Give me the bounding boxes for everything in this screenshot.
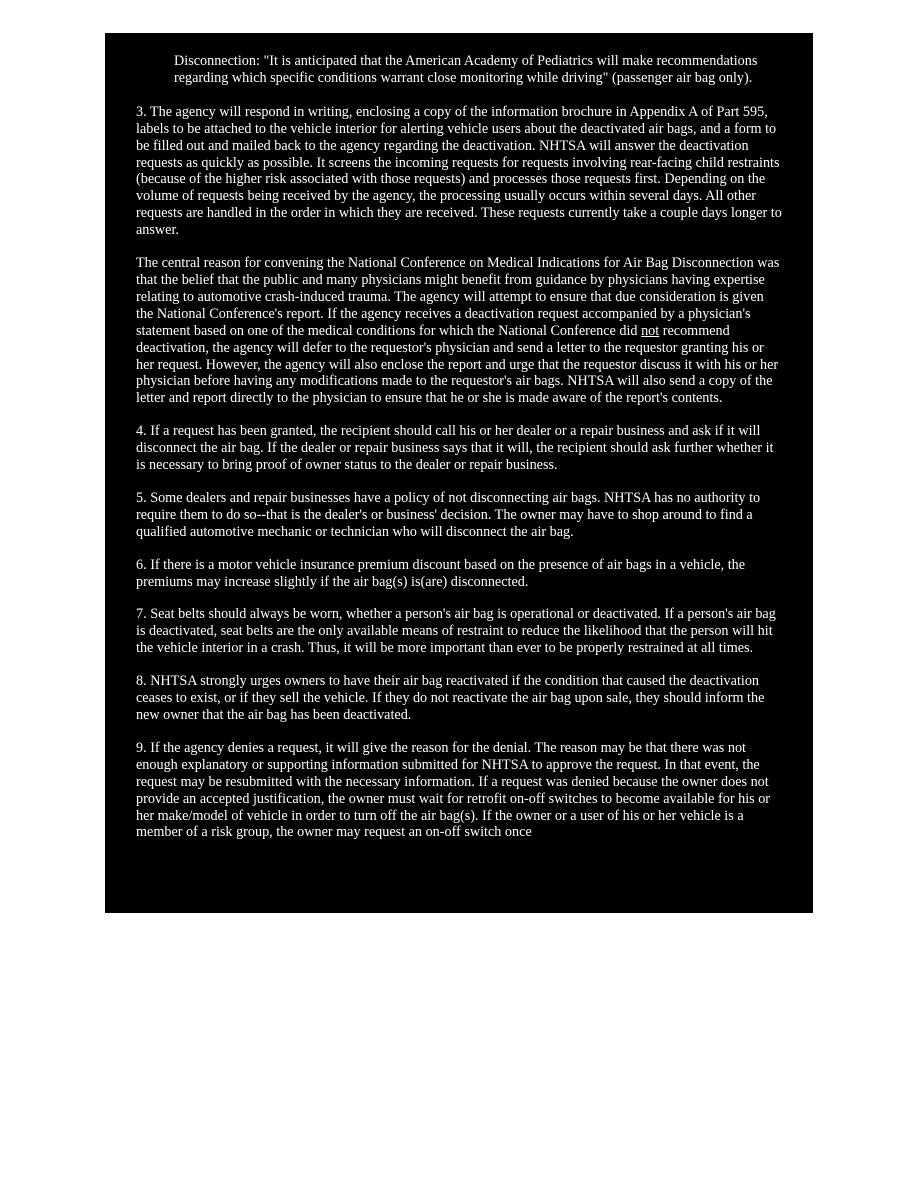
intro-quote-paragraph: Disconnection: "It is anticipated that the American Academy of Pediatrics will make recommendations regarding which specific conditions warrant close monitoring while driving" (passenger air bag only). xyxy=(174,53,758,86)
underlined-not: not xyxy=(641,322,660,339)
central-reason-text-after: recommend deactivation, the agency will defer to the requestor's physician and send a letter to the requestor granting his or her request. However, the agency will also enclose the report and urge that the requestor discuss it with his or her physician before having any modifications made to the requestor's air bags. NHTSA will also send a copy of the letter and report directly to the physician to ensure that he or she is made aware of the report's contents. xyxy=(136,322,779,407)
document-page xyxy=(105,33,813,913)
central-reason-paragraph xyxy=(136,255,783,407)
item-9-paragraph: 9. If the agency denies a request, it will give the reason for the denial. The reason may be that there was not enough explanatory or supporting information submitted for NHTSA to approve the request. In that event, the request may be resubmitted with the necessary information. If a request was denied because the owner does not provide an accepted justification, the owner must wait for retrofit on-off switches to become available for his or her make/model of vehicle in order to turn off the air bag(s). If the owner or a user of his or her vehicle is a member of a risk group, the owner may request an on-off switch once xyxy=(136,739,771,841)
item-8-paragraph: 8. NHTSA strongly urges owners to have their air bag reactivated if the condition that caused the deactivation ceases to exist, or if they sell the vehicle. If they do not reactivate the air bag upon sale, they should inform the new owner that the air bag has been deactivated. xyxy=(136,673,765,723)
item-5-paragraph: 5. Some dealers and repair businesses have a policy of not disconnecting air bags. NHTSA has no authority to require them to do so--that is the dealer's or business' decision. The owner may have to shop around to find a qualified automotive mechanic or technician who will disconnect the air bag. xyxy=(136,489,761,540)
central-reason-text-before: The central reason for convening the National Conference on Medical Indications for Air Bag Disconnection was that the belief that the public and many physicians might benefit from guidance by physicians having expertise relating to automotive crash-induced trauma. The agency will attempt to ensure that due consideration is given the National Conference's report. If the agency receives a deactivation request accompanied by a physician's statement based on one of the medical conditions for which the National Conference did xyxy=(136,255,780,339)
item-3-paragraph: 3. The agency will respond in writing, enclosing a copy of the information brochure in Appendix A of Part 595, labels to be attached to the vehicle interior for alerting vehicle users about the deactivated air bags, and a form to be filled out and mailed back to the agency regarding the deactivation. NHTSA will answer the deactivation requests as quickly as possible. It screens the incoming requests for requests involving rear-facing child restraints (because of the higher risk associated with those requests) and processes those requests first. Depending on the volume of requests being received by the agency, the processing usually occurs within several days. All other requests are handled in the order in which they are received. These requests currently take a couple days longer to answer. xyxy=(136,103,782,239)
item-7-paragraph: 7. Seat belts should always be worn, whether a person's air bag is operational or deactivated. If a person's air bag is deactivated, seat belts are the only available means of restraint to reduce the likelihood that the person will hit the vehicle interior in a crash. Thus, it will be more important than ever to be properly restrained at all times. xyxy=(136,606,776,657)
item-6-paragraph: 6. If there is a motor vehicle insurance premium discount based on the presence of air bags in a vehicle, the premiums may increase slightly if the air bag(s) is(are) disconnected. xyxy=(136,556,746,590)
item-4-paragraph: 4. If a request has been granted, the recipient should call his or her dealer or a repair business and ask if it will disconnect the air bag. If the dealer or repair business says that it will, the recipient should ask further whether it is necessary to bring proof of owner status to the dealer or repair business. xyxy=(136,423,774,474)
